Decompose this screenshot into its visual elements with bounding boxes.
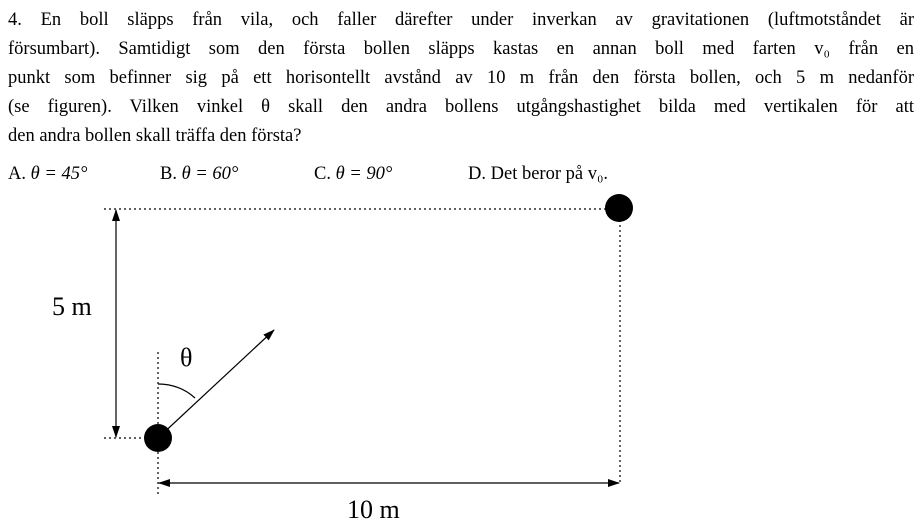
problem-line-1: 4. En boll släpps från vila, och faller därefter under inverkan av gravitationen (luftmotståndet är [8, 10, 914, 30]
choice-d-text: Det beror på v₀. [490, 164, 609, 184]
velocity-arrow [158, 330, 274, 438]
choice-d-letter: D. [468, 164, 486, 184]
problem-line-5: den andra bollen skall träffa den första? [8, 126, 302, 146]
problem-line-4: (se figuren). Vilken vinkel θ skall den andra bollens utgångshastighet bilda med vertikalen för att [8, 97, 914, 117]
choice-b-text: θ = 60° [181, 164, 239, 184]
angle-arc [158, 384, 195, 398]
first-ball [605, 194, 633, 222]
second-ball [144, 424, 172, 452]
angle-label: θ [180, 343, 193, 372]
problem-line-2: försumbart). Samtidigt som den första bollen släpps kastas en annan boll med farten v₀ från en [8, 39, 914, 59]
width-label: 10 m [347, 495, 400, 524]
problem-line-3: punkt som befinner sig på ett horisontellt avstånd av 10 m från den första bollen, och 5 m nedanför [8, 68, 914, 88]
choice-a-letter: A. [8, 164, 26, 184]
height-label: 5 m [52, 292, 92, 321]
choice-a-text: θ = 45° [30, 164, 88, 184]
choice-b-letter: B. [160, 164, 177, 184]
choice-c-text: θ = 90° [335, 164, 393, 184]
choice-c-letter: C. [314, 164, 331, 184]
